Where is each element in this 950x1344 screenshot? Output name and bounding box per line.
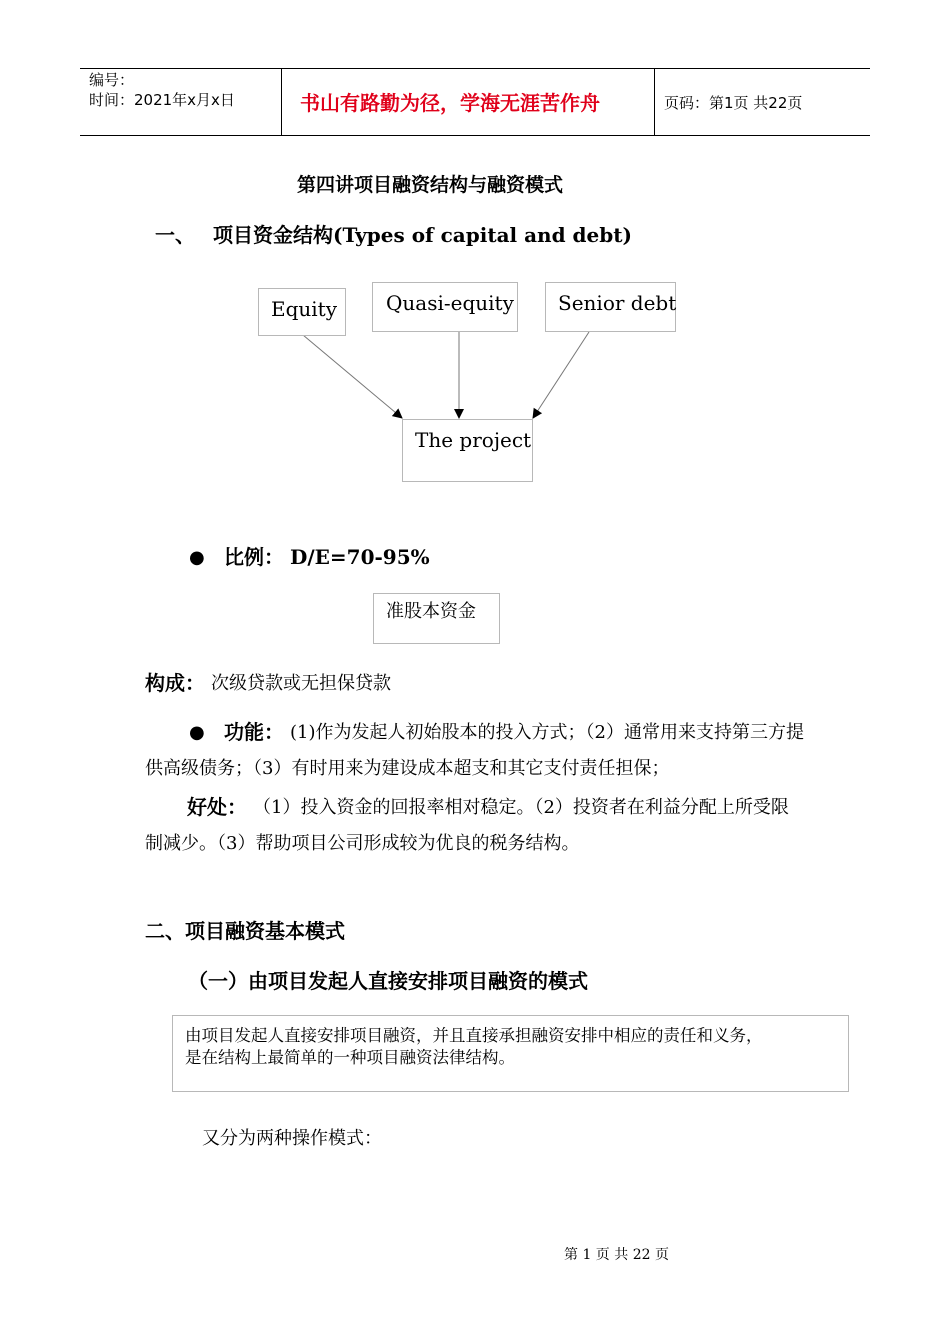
benefit-text-line1: （1）投入资金的回报率相对稳定。（2）投资者在利益分配上所受限	[253, 797, 789, 818]
ratio-label: 比例：	[224, 545, 284, 569]
section-2-heading: 二、项目融资基本模式	[145, 919, 345, 943]
ratio-value: D/E=70-95%	[290, 545, 430, 569]
quasi-equity-node	[372, 282, 518, 332]
document-date-label: 时间：2021年x月x日	[89, 91, 235, 109]
header-page-number: 页码：第1页 共22页	[664, 94, 803, 112]
section-1-number: 一、	[155, 223, 195, 247]
equity-arrow	[303, 335, 402, 418]
equity-node-label: Equity	[271, 297, 338, 321]
header-motto: 书山有路勤为径，学海无涯苦作舟	[300, 91, 600, 115]
section-2-subheading: （一）由项目发起人直接安排项目融资的模式	[188, 969, 588, 993]
operation-modes-note: 又分为两种操作模式：	[202, 1128, 382, 1149]
definition-line2: 是在结构上最简单的一种项目融资法律结构。	[185, 1048, 515, 1067]
equity-node	[258, 288, 346, 336]
composition-text: 次级贷款或无担保贷款	[211, 673, 391, 694]
benefit-text-line2: 制减少。（3）帮助项目公司形成较为优良的税务结构。	[145, 833, 580, 854]
senior-debt-node-label: Senior debt	[558, 291, 677, 315]
project-node-label: The project	[415, 428, 532, 452]
function-bullet: ●	[189, 722, 205, 743]
quasi-equity-node-label: Quasi-equity	[386, 291, 514, 315]
quasi-equity-capital-box	[373, 593, 500, 644]
ratio-bullet: ●	[189, 547, 205, 568]
senior-debt-node	[545, 282, 676, 332]
quasi-equity-capital-label: 准股本资金	[386, 601, 476, 622]
senior-debt-arrow	[533, 332, 589, 418]
page-footer: 第 1 页 共 22 页	[564, 1247, 669, 1263]
benefit-label: 好处：	[187, 795, 247, 819]
definition-line1: 由项目发起人直接安排项目融资，并且直接承担融资安排中相应的责任和义务，	[185, 1026, 763, 1045]
direct-financing-definition-box	[172, 1015, 849, 1092]
function-text-line1: (1)作为发起人初始股本的投入方式；（2）通常用来支持第三方提	[290, 722, 804, 743]
function-label: 功能：	[224, 720, 284, 744]
document-number-label: 编号：	[89, 71, 135, 89]
project-node	[402, 419, 533, 482]
function-text-line2: 供高级债务；（3）有时用来为建设成本超支和其它支付责任担保；	[145, 758, 670, 779]
lecture-title: 第四讲项目融资结构与融资模式	[297, 174, 564, 196]
composition-label: 构成：	[145, 671, 205, 695]
section-1-heading: 项目资金结构(Types of capital and debt)	[213, 223, 632, 247]
